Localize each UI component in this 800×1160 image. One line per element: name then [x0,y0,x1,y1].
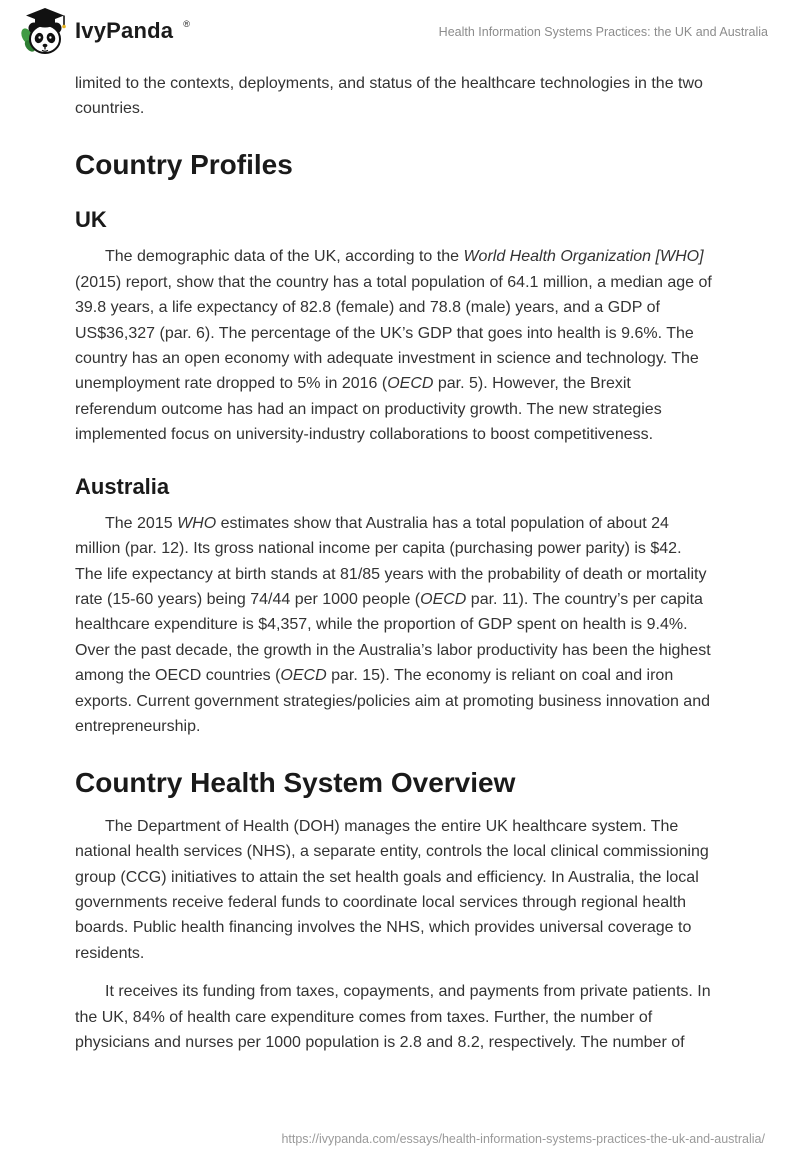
page-footer [281,1132,765,1146]
heading-country-health-system-overview: Country Health System Overview [75,766,516,798]
paragraph-health-system-1: The Department of Health (DOH) manages the entire UK healthcare system. The national health services (NHS), a separate entity, controls the local clinical commissioning group (CCG) initiatives to attain the set health goals and efficiency. In Australia, the local governments receive federal funds to coordinate local services through regional health boards. Public health financing involves the NHS, which provides universal coverage to residents. [75,817,709,962]
registered-mark: ® [183,18,190,29]
paragraph-uk: The demographic data of the UK, according to the World Health Organization [WHO] (2015) report, show that the country has a total population of 64.1 million, a median age of 39.8 years, a life expectancy of 82.8 (female) and 78.8 (male) years, and a GDP of US$36,327 (par. 6). The percentage of the UK’s GDP that goes into health is 9.6%. The country has an open economy with adequate investment in science and technology. The unemployment rate dropped to 5% in 2016 (OECD par. 5). However, the Brexit referendum outcome has had an impact on productivity growth. The new strategies implemented focus on university-industry collaborations to boost competitiveness. [75,248,712,444]
document-body [0,71,800,1055]
footer-url[interactable]: https://ivypanda.com/essays/health-information-systems-practices-the-uk-and-australia/ [281,1132,765,1146]
heading-australia: Australia [75,473,170,499]
paragraph-intro: limited to the contexts, deployments, and status of the healthcare technologies in the two countries. [75,75,703,118]
paragraph-health-system-2: It receives its funding from taxes, copayments, and payments from private patients. In the UK, 84% of health care expenditure comes from taxes. Further, the number of physicians and nurses per 1000 population is 2.8 and 8.2, respectively. The number of [75,983,711,1051]
paragraph-australia: The 2015 WHO estimates show that Australia has a total population of about 24 million (par. 12). Its gross national income per capita (purchasing power parity) is $42. The life expectancy at birth stands at 81/85 years with the probability of death or mortality rate (15-60 years) being 74/44 per 1000 people (OECD par. 11). The country’s per capita healthcare expenditure is $4,357, while the proportion of GDP spent on health is 9.4%. Over the past decade, the growth in the Australia’s labor productivity has been the highest among the OECD countries (OECD par. 15). The economy is reliant on coal and iron exports. Current government strategies/policies aim at promoting business innovation and entrepreneurship. [75,514,711,736]
heading-uk: UK [75,207,107,232]
heading-country-profiles: Country Profiles [75,148,293,180]
document-header-title: Health Information Systems Practices: the UK and Australia [438,24,768,39]
ivypanda-logo[interactable] [20,6,189,56]
page-header [0,0,800,52]
brand-name: IvyPanda [75,17,174,43]
ivypanda-panda-icon [20,6,66,56]
